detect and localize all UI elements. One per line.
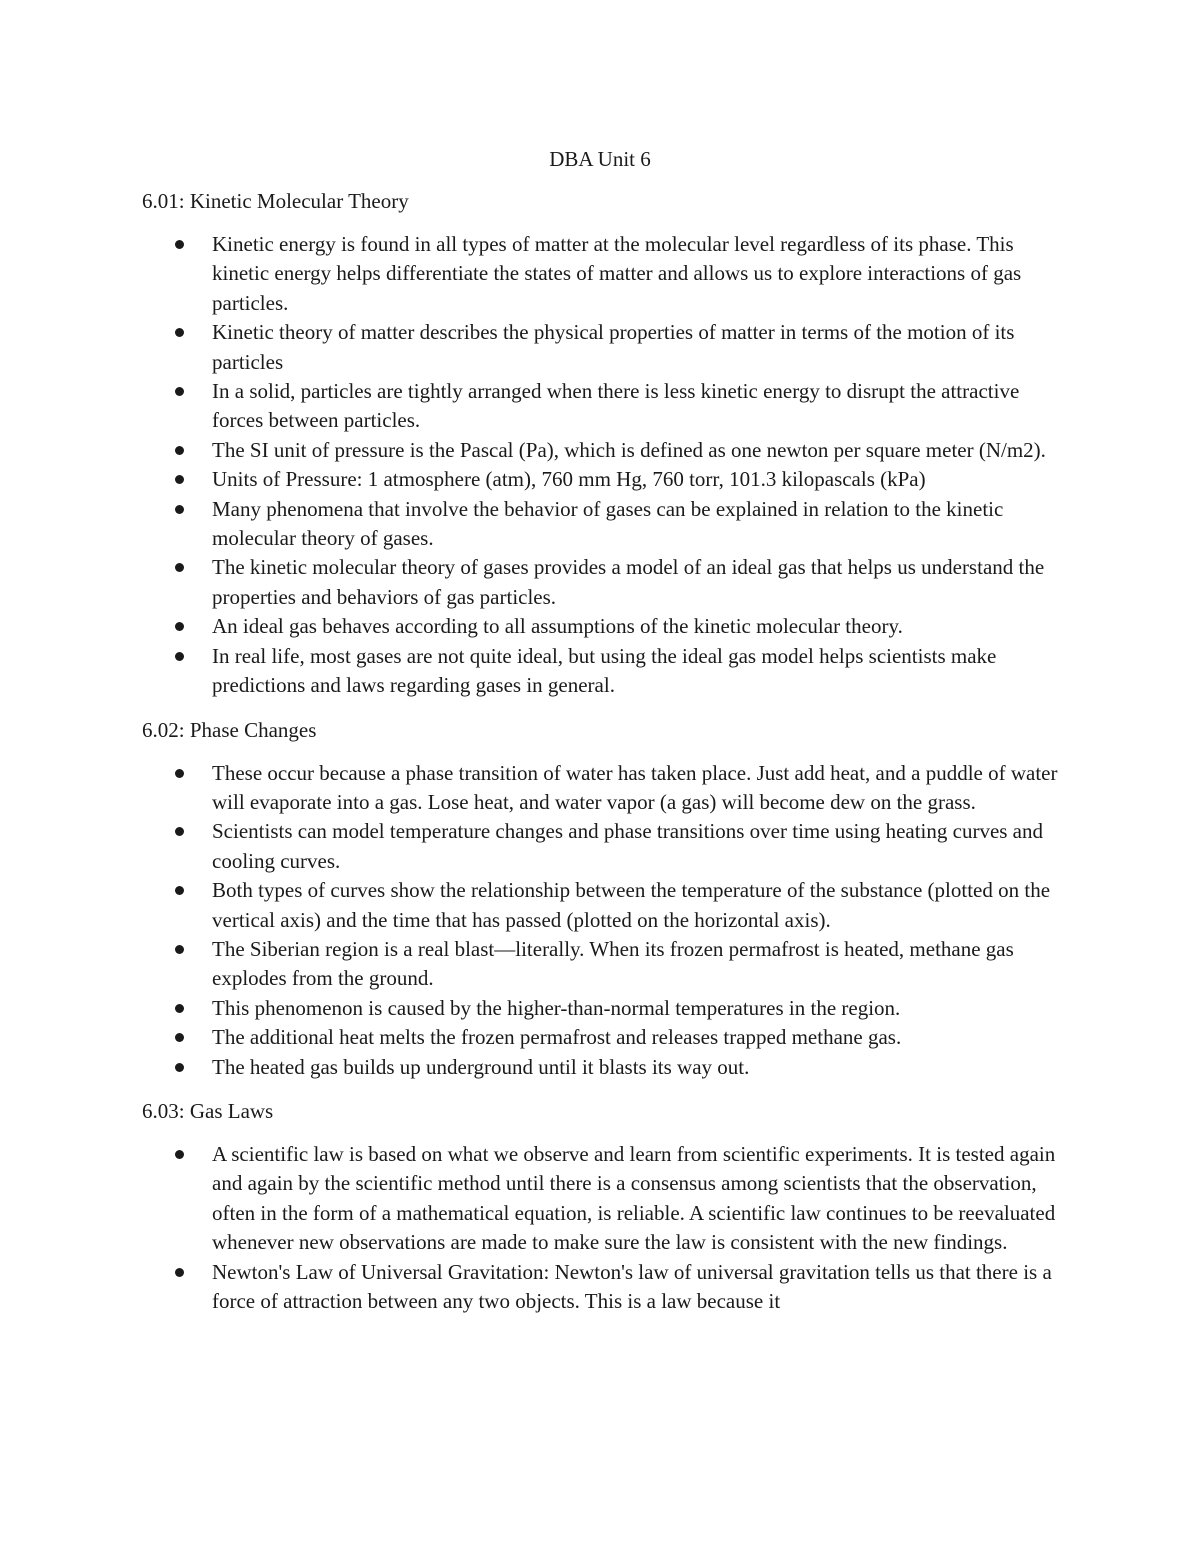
list-item-text: Kinetic energy is found in all types of matter at the molecular level regardless of its phase. This kinetic energy helps differentiate the states of matter and allows us to explore interactions of gas particles. [212,232,1022,315]
bullet-icon [175,328,184,337]
bullet-icon [175,886,184,895]
list-item-text: The SI unit of pressure is the Pascal (Pa), which is defined as one newton per square meter (N/m2). [212,437,1046,462]
bullet-icon [175,1268,184,1277]
list-item [142,876,1072,935]
section-heading: 6.03: Gas Laws [142,1098,274,1123]
list-item-text: In a solid, particles are tightly arranged when there is less kinetic energy to disrupt the attractive forces between particles. [212,379,1020,433]
bullet-icon [175,387,184,396]
list-item [142,377,1072,436]
bullet-icon [175,505,184,514]
bullet-icon [175,475,184,484]
list-item [142,318,1072,377]
list-item [142,994,1072,1023]
bullet-icon [175,1004,184,1013]
list-item [142,230,1072,318]
bullet-icon [175,1150,184,1159]
list-item-text: Units of Pressure: 1 atmosphere (atm), 760 mm Hg, 760 torr, 101.3 kilopascals (kPa) [212,467,926,492]
list-item-text: Many phenomena that involve the behavior of gases can be explained in relation to the kinetic molecular theory of gases. [212,496,1004,551]
list-item [142,642,1072,701]
list-item [142,817,1072,876]
section-heading: 6.02: Phase Changes [142,717,317,742]
list-item-text: An ideal gas behaves according to all assumptions of the kinetic molecular theory. [212,614,903,639]
list-item-text: These occur because a phase transition of water has taken place. Just add heat, and a puddle of water will evaporate into a gas. Lose heat, and water vapor (a gas) will become dew on the grass. [212,760,1058,814]
list-item [142,465,1072,494]
list-item-text: Both types of curves show the relationship between the temperature of the substance (plotted on the vertical axis) and the time that has passed (plotted on the horizontal axis). [212,878,1051,932]
section-gas-laws [142,1096,1072,1316]
bullet-icon [175,827,184,836]
list-item-text: This phenomenon is caused by the higher-than-normal temperatures in the region. [212,995,901,1020]
list-item [142,436,1072,465]
list-item-text: The heated gas builds up underground until it blasts its way out. [212,1054,750,1079]
document-title: DBA Unit 6 [549,147,651,171]
list-item-text: In real life, most gases are not quite ideal, but using the ideal gas model helps scientists make predictions and laws regarding gases in general. [212,643,997,698]
document-body [142,186,1072,1330]
bullet-icon [175,945,184,954]
list-item [142,759,1072,818]
bullet-list [142,759,1072,1082]
bullet-icon [175,1063,184,1072]
list-item-text: The kinetic molecular theory of gases provides a model of an ideal gas that helps us understand the properties and behaviors of gas particles. [212,555,1045,609]
bullet-icon [175,622,184,631]
list-item [142,553,1072,612]
list-item [142,1258,1072,1317]
bullet-list [142,1140,1072,1316]
list-item-text: Scientists can model temperature changes and phase transitions over time using heating curves and cooling curves. [212,819,1044,873]
list-item [142,612,1072,641]
bullet-icon [175,240,184,249]
list-item-text: The Siberian region is a real blast—literally. When its frozen permafrost is heated, methane gas explodes from the ground. [212,936,1014,991]
list-item-text: The additional heat melts the frozen permafrost and releases trapped methane gas. [212,1025,902,1050]
list-item [142,1053,1072,1082]
section-phase-changes [142,715,1072,1082]
bullet-icon [175,446,184,455]
list-item [142,1023,1072,1052]
list-item-text: Newton's Law of Universal Gravitation: Newton's law of universal gravitation tells us that there is a force of attraction between any two objects. This is a law because it [212,1259,1052,1313]
bullet-icon [175,563,184,572]
list-item [142,1140,1072,1258]
list-item-text: A scientific law is based on what we observe and learn from scientific experiments. It is tested again and again by the scientific method until there is a consensus among scientists that the observation, often in the form of a mathematical equation, is reliable. A scientific law continues to be reevaluated whenever new observations are made to make sure the law is consistent with the new findings. [212,1141,1056,1255]
bullet-list [142,230,1072,701]
list-item [142,495,1072,554]
bullet-icon [175,769,184,778]
bullet-icon [175,652,184,661]
bullet-icon [175,1033,184,1042]
section-kinetic-molecular-theory [142,186,1072,701]
list-item [142,935,1072,994]
list-item-text: Kinetic theory of matter describes the physical properties of matter in terms of the motion of its particles [212,320,1015,374]
section-heading: 6.01: Kinetic Molecular Theory [142,189,409,213]
